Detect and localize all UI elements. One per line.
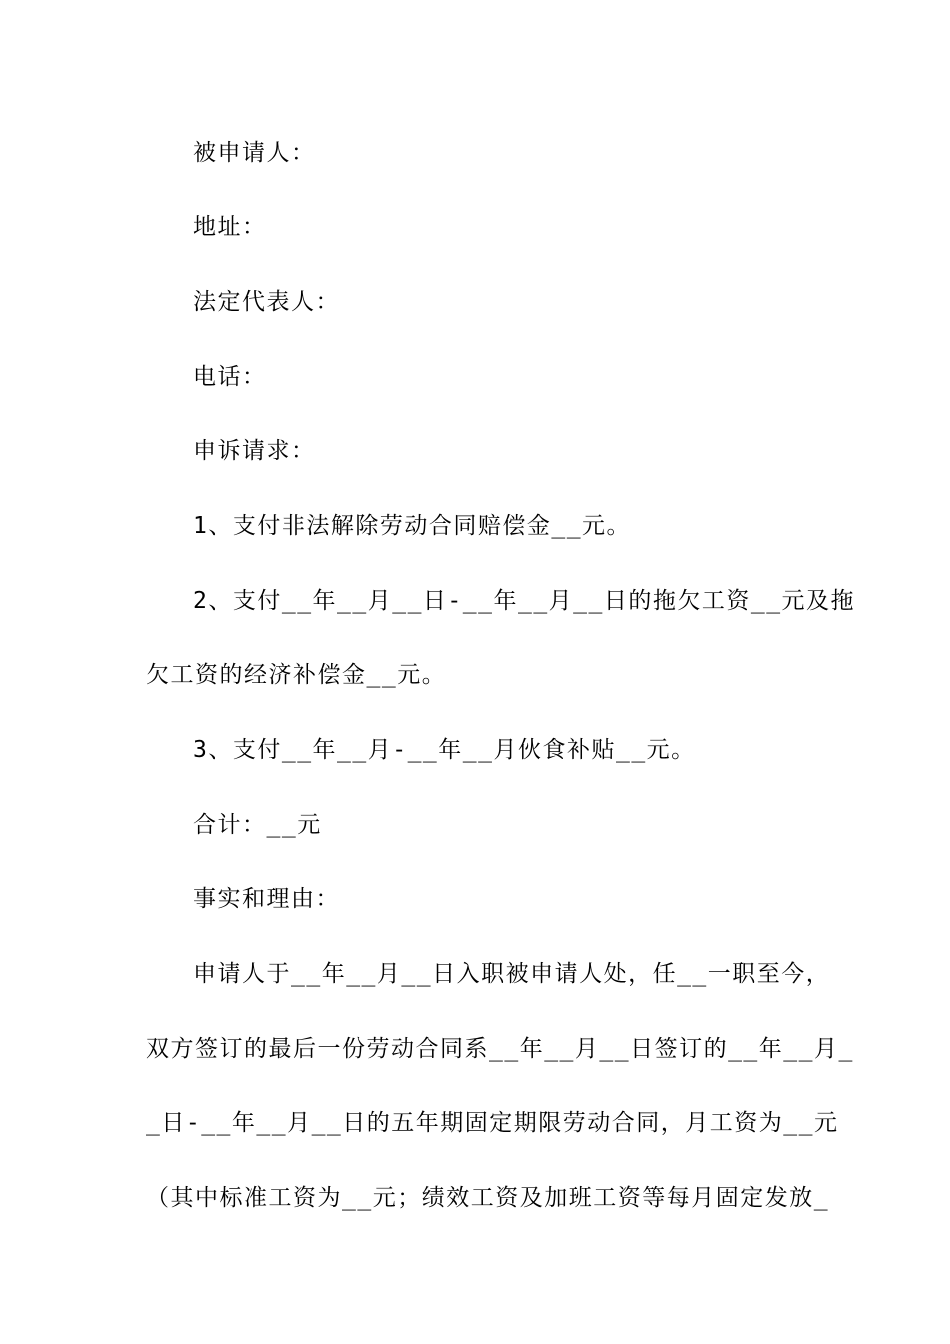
facts-paragraph-line-4: （其中标准工资为__元；绩效工资及加班工资等每月固定发放_	[146, 1185, 830, 1211]
claim-item-3: 3、支付__年__月-__年__月伙食补贴__元。	[193, 737, 696, 763]
phone-label: 电话：	[193, 364, 267, 390]
claim-item-2-continued: 欠工资的经济补偿金__元。	[146, 662, 447, 688]
facts-paragraph-line-2: 双方签订的最后一份劳动合同系__年__月__日签订的__年__月_	[146, 1036, 854, 1062]
legal-representative-label: 法定代表人：	[193, 289, 340, 315]
facts-heading: 事实和理由：	[193, 886, 340, 912]
claim-item-1: 1、支付非法解除劳动合同赔偿金__元。	[193, 513, 632, 539]
claim-item-2: 2、支付__年__月__日-__年__月__日的拖欠工资__元及拖	[193, 588, 856, 614]
facts-paragraph-line-1: 申请人于__年__月__日入职被申请人处，任__一职至今，	[193, 961, 831, 987]
address-label: 地址：	[193, 214, 267, 240]
respondent-label: 被申请人：	[193, 140, 316, 166]
facts-paragraph-line-3: _日-__年__月__日的五年期固定期限劳动合同，月工资为__元	[146, 1110, 839, 1136]
total-line: 合计：__元	[193, 812, 322, 838]
claims-heading: 申诉请求：	[193, 438, 316, 464]
